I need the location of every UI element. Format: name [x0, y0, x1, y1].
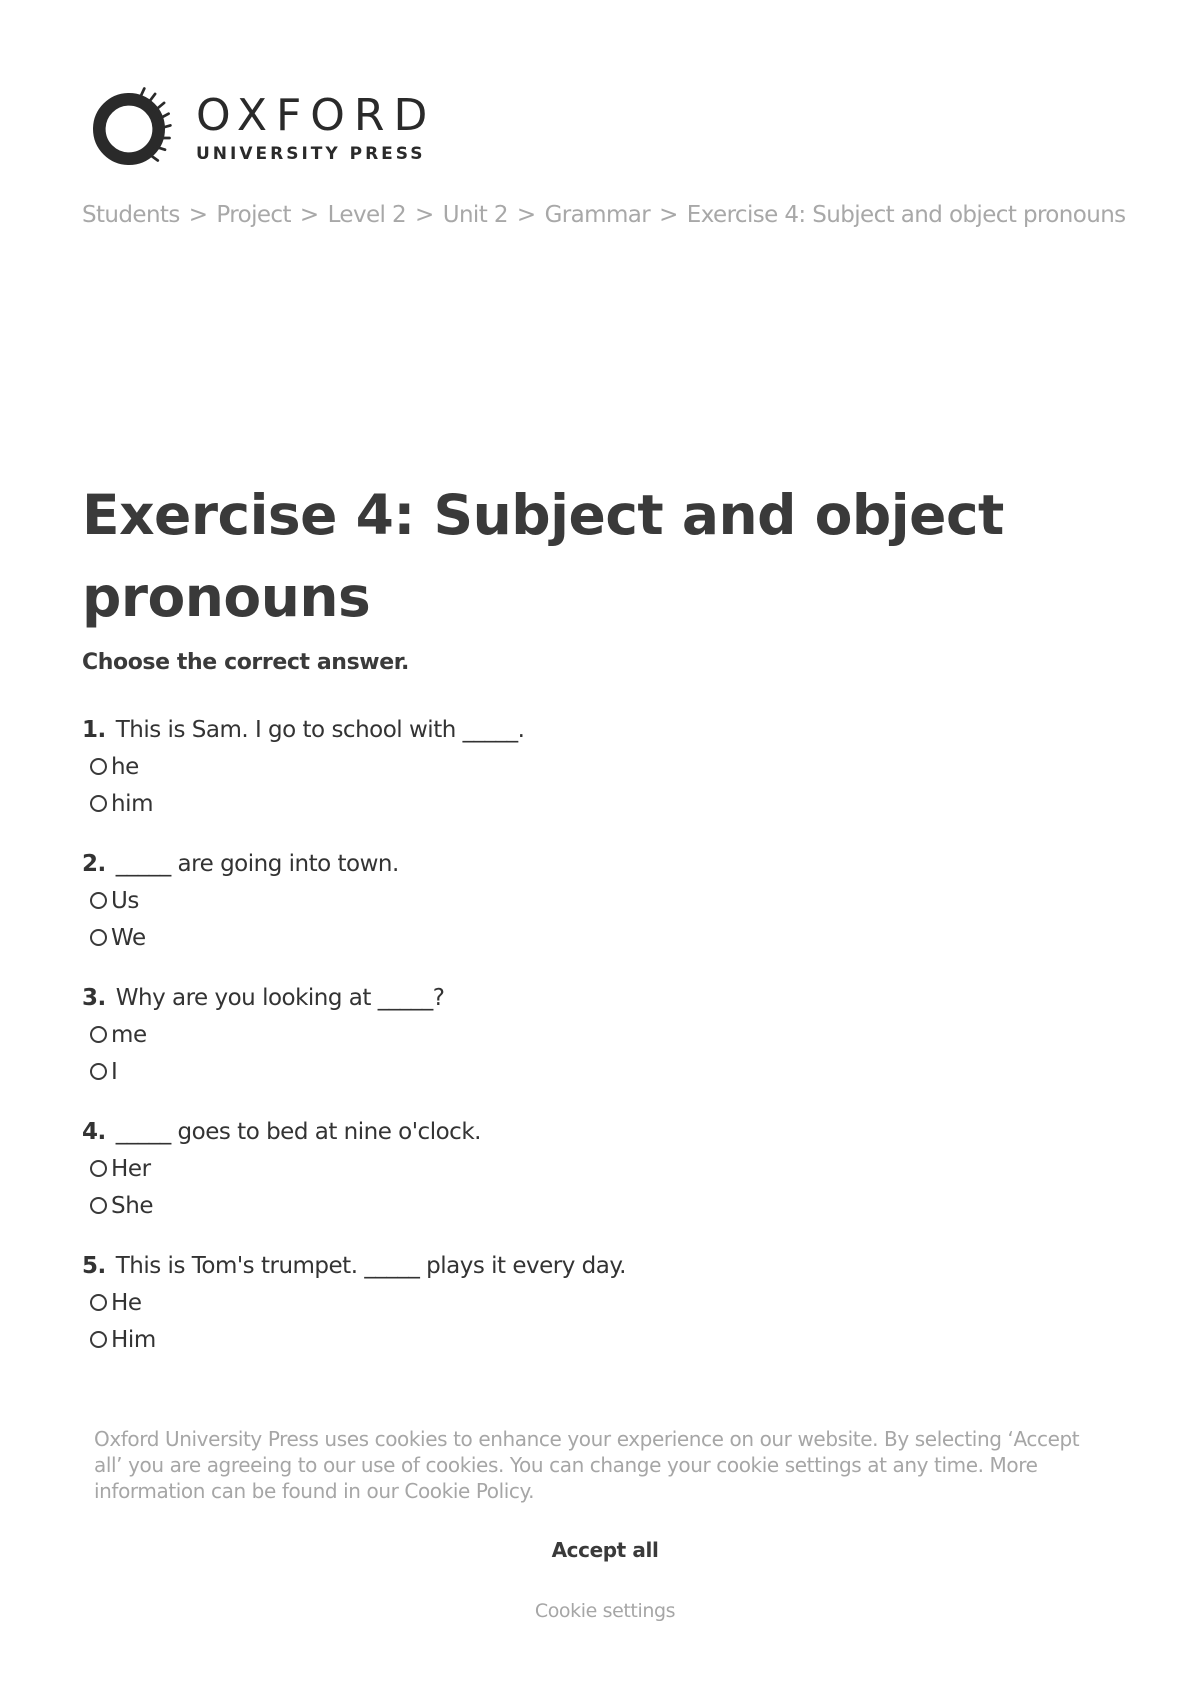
option-label: him — [111, 790, 154, 817]
breadcrumb-separator: > — [188, 202, 208, 228]
logo-subtitle: UNIVERSITY PRESS — [196, 144, 426, 164]
cookie-settings-button[interactable]: Cookie settings — [500, 1591, 710, 1631]
answer-option[interactable] — [82, 1187, 1082, 1224]
radio-button[interactable] — [90, 758, 107, 775]
question-number: 1. — [82, 717, 106, 743]
question-number: 4. — [82, 1119, 106, 1145]
answer-option[interactable] — [82, 1284, 1082, 1321]
radio-button[interactable] — [90, 1063, 107, 1080]
question-text — [82, 980, 1082, 1016]
breadcrumb-project[interactable]: Project — [216, 202, 291, 228]
radio-button[interactable] — [90, 795, 107, 812]
question-number: 5. — [82, 1253, 106, 1279]
breadcrumb-separator: > — [299, 202, 319, 228]
breadcrumb-level[interactable]: Level 2 — [327, 202, 407, 228]
page-title: Exercise 4: Subject and object pronouns — [82, 483, 1004, 629]
question-3 — [82, 980, 1082, 1114]
logo-wordmark: OXFORD — [196, 90, 437, 141]
question-4 — [82, 1114, 1082, 1248]
oxford-circular-logo-icon — [84, 84, 174, 174]
radio-button[interactable] — [90, 1026, 107, 1043]
question-text — [82, 1248, 1082, 1284]
radio-button[interactable] — [90, 1160, 107, 1177]
question-2 — [82, 846, 1082, 980]
breadcrumb-separator: > — [659, 202, 678, 228]
breadcrumb-students[interactable]: Students — [82, 202, 180, 228]
accept-all-button[interactable]: Accept all — [500, 1530, 710, 1570]
exercise-instruction: Choose the correct answer. — [82, 650, 409, 675]
question-prompt: This is Tom's trumpet. _____ plays it every day. — [115, 1253, 626, 1279]
radio-button[interactable] — [90, 929, 107, 946]
breadcrumb-grammar[interactable]: Grammar — [544, 202, 651, 228]
question-prompt: _____ goes to bed at nine o'clock. — [115, 1119, 481, 1145]
option-label: Her — [111, 1155, 151, 1182]
breadcrumb-unit[interactable]: Unit 2 — [442, 202, 508, 228]
oxford-logo[interactable] — [84, 84, 436, 174]
question-number: 2. — [82, 851, 106, 877]
breadcrumb — [82, 202, 1126, 228]
option-label: I — [111, 1058, 118, 1085]
answer-option[interactable] — [82, 1053, 1082, 1090]
radio-button[interactable] — [90, 1294, 107, 1311]
option-label: Him — [111, 1326, 156, 1353]
question-5 — [82, 1248, 1082, 1382]
breadcrumb-separator: > — [415, 202, 434, 228]
question-1 — [82, 712, 1082, 846]
question-number: 3. — [82, 985, 106, 1011]
question-text — [82, 1114, 1082, 1150]
option-label: She — [111, 1192, 154, 1219]
answer-option[interactable] — [82, 785, 1082, 822]
question-prompt: Why are you looking at _____? — [115, 985, 445, 1011]
option-label: He — [111, 1289, 142, 1316]
question-prompt: _____ are going into town. — [115, 851, 399, 877]
answer-option[interactable] — [82, 1016, 1082, 1053]
answer-option[interactable] — [82, 919, 1082, 956]
question-text — [82, 846, 1082, 882]
logo-text — [196, 90, 437, 164]
breadcrumb-current-page: Exercise 4: Subject and object pronouns — [686, 202, 1126, 228]
radio-button[interactable] — [90, 1197, 107, 1214]
question-text — [82, 712, 1082, 748]
radio-button[interactable] — [90, 892, 107, 909]
cookie-banner — [0, 1386, 1200, 1696]
option-label: Us — [111, 887, 140, 914]
question-prompt: This is Sam. I go to school with _____. — [115, 717, 525, 743]
quiz-questions — [82, 712, 1082, 1386]
answer-option[interactable] — [82, 882, 1082, 919]
option-label: We — [111, 924, 146, 951]
answer-option[interactable] — [82, 1150, 1082, 1187]
cookie-notice-text: Oxford University Press uses cookies to enhance your experience on our website. By selecting ‘Accept all’ you are agreeing to our use of cookies. You can change your cookie settings at any time. More information can be found in our Cookie Policy. — [94, 1427, 1080, 1503]
breadcrumb-separator: > — [516, 202, 536, 228]
answer-option[interactable] — [82, 1321, 1082, 1358]
option-label: he — [111, 753, 139, 780]
radio-button[interactable] — [90, 1331, 107, 1348]
option-label: me — [111, 1021, 147, 1048]
answer-option[interactable] — [82, 748, 1082, 785]
